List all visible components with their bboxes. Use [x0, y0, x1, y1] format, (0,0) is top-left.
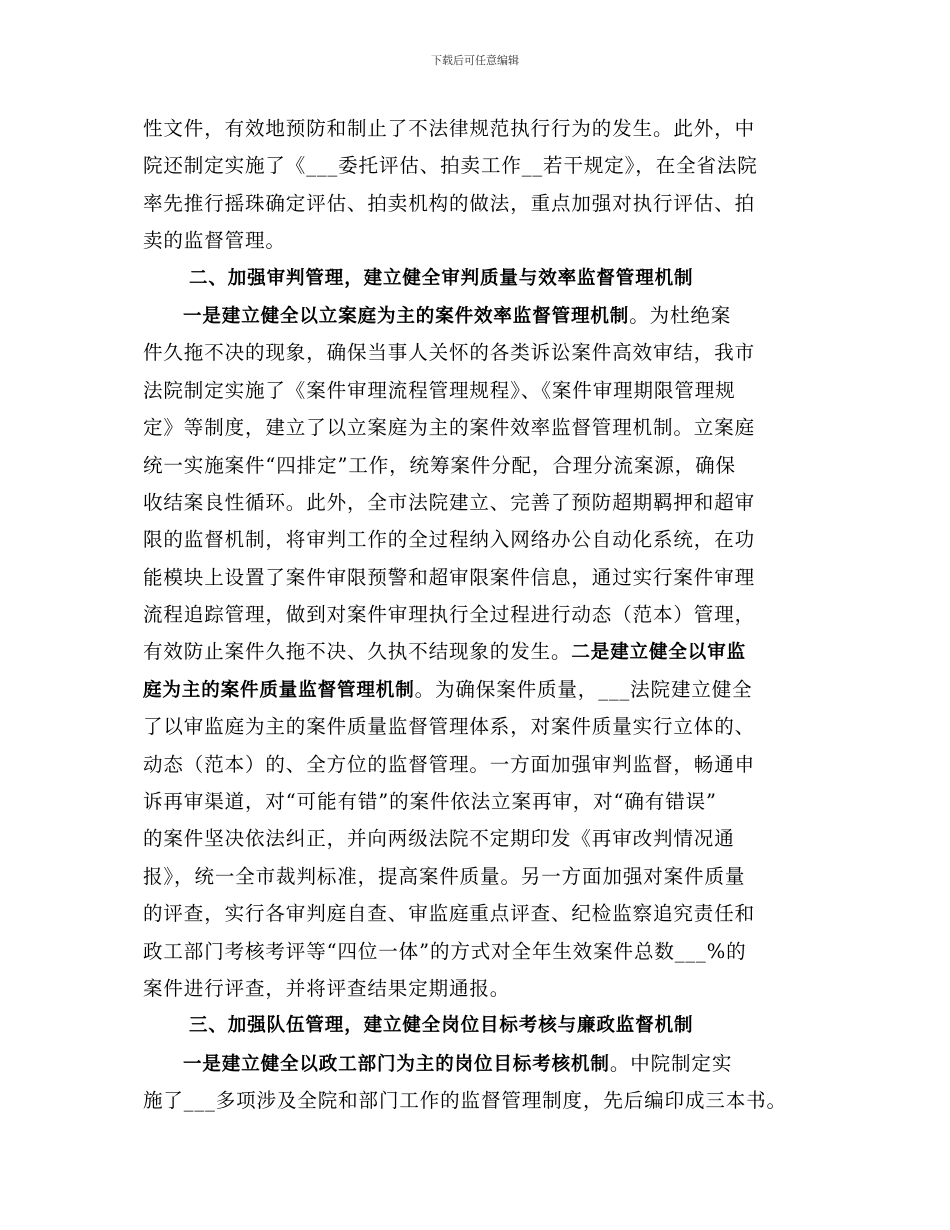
paragraph-line: 案件进行评查，并将评查结果定期通报。 [143, 976, 511, 1000]
paragraph-line: 件久拖不决的现象，确保当事人关怀的各类诉讼案件高效审结，我市 [143, 341, 756, 365]
paragraph-line: 的案件坚决依法纠正，并向两级法院不定期印发《再审改判情况通 [143, 827, 735, 851]
paragraph-line: 一是建立健全以立案庭为主的案件效率监督管理机制。为杜绝案 [183, 303, 732, 327]
paragraph-line: 性文件，有效地预防和制止了不法律规范执行行为的发生。此外，中 [143, 117, 756, 140]
paragraph-line: 了以审监庭为主的案件质量监督管理体系，对案件质量实行立体的、 [143, 715, 756, 739]
paragraph-line: 率先推行摇珠确定评估、拍卖机构的做法，重点加强对执行评估、拍 [143, 191, 756, 215]
paragraph-line: 流程追踪管理，做到对案件审理执行全过程进行动态（范本）管理， [143, 603, 756, 627]
paragraph-line: 收结案良性循环。此外，全市法院建立、完善了预防超期羁押和超审 [143, 490, 756, 514]
paragraph-line: 施了___多项涉及全院和部门工作的监督管理制度，先后编印成三本书。 [143, 1089, 787, 1113]
paragraph-line: 庭为主的案件质量监督管理机制。为确保案件质量，___法院建立健全 [143, 677, 753, 701]
section-heading-3: 三、加强队伍管理，建立健全岗位目标考核与廉政监督机制 [189, 1015, 694, 1037]
paragraph-line: 一是建立健全以政工部门为主的岗位目标考核机制。中院制定实 [183, 1051, 733, 1075]
paragraph-line: 诉再审渠道，对“可能有错”的案件依法立案再审，对“确有错误” [143, 790, 717, 814]
paragraph-line: 动态（范本）的、全方位的监督管理。一方面加强审判监督，畅通申 [143, 752, 756, 776]
section-heading-2: 二、加强审判管理，建立健全审判质量与效率监督管理机制 [189, 267, 694, 289]
paragraph-line: 统一实施案件“四排定”工作，统筹案件分配，合理分流案源，确保 [143, 453, 736, 477]
paragraph-line: 政工部门考核考评等“四位一体”的方式对全年生效案件总数___%的 [143, 939, 747, 963]
paragraph-line: 限的监督机制，将审判工作的全过程纳入网络办公自动化系统，在功 [143, 528, 756, 552]
paragraph-line: 卖的监督管理。 [143, 229, 286, 253]
paragraph-line: 报》，统一全市裁判标准，提高案件质量。另一方面加强对案件质量 [143, 864, 746, 888]
paragraph-line: 能模块上设置了案件审限预警和超审限案件信息，通过实行案件审理 [143, 565, 756, 589]
paragraph-line: 定》等制度，建立了以立案庭为主的案件效率监督管理机制。立案庭 [143, 416, 756, 440]
page-header: 下载后可任意编辑 [431, 54, 519, 67]
paragraph-line: 法院制定实施了《案件审理流程管理规程》、《案件审理期限管理规 [143, 378, 736, 402]
document-body [143, 110, 823, 1120]
paragraph-line: 院还制定实施了《___委托评估、拍卖工作__若干规定》，在全省法院 [143, 154, 758, 178]
paragraph-line: 有效防止案件久拖不决、久执不结现象的发生。二是建立健全以审监 [143, 640, 747, 664]
paragraph-line: 的评查，实行各审判庭自查、审监庭重点评查、纪检监察追究责任和 [143, 902, 756, 926]
